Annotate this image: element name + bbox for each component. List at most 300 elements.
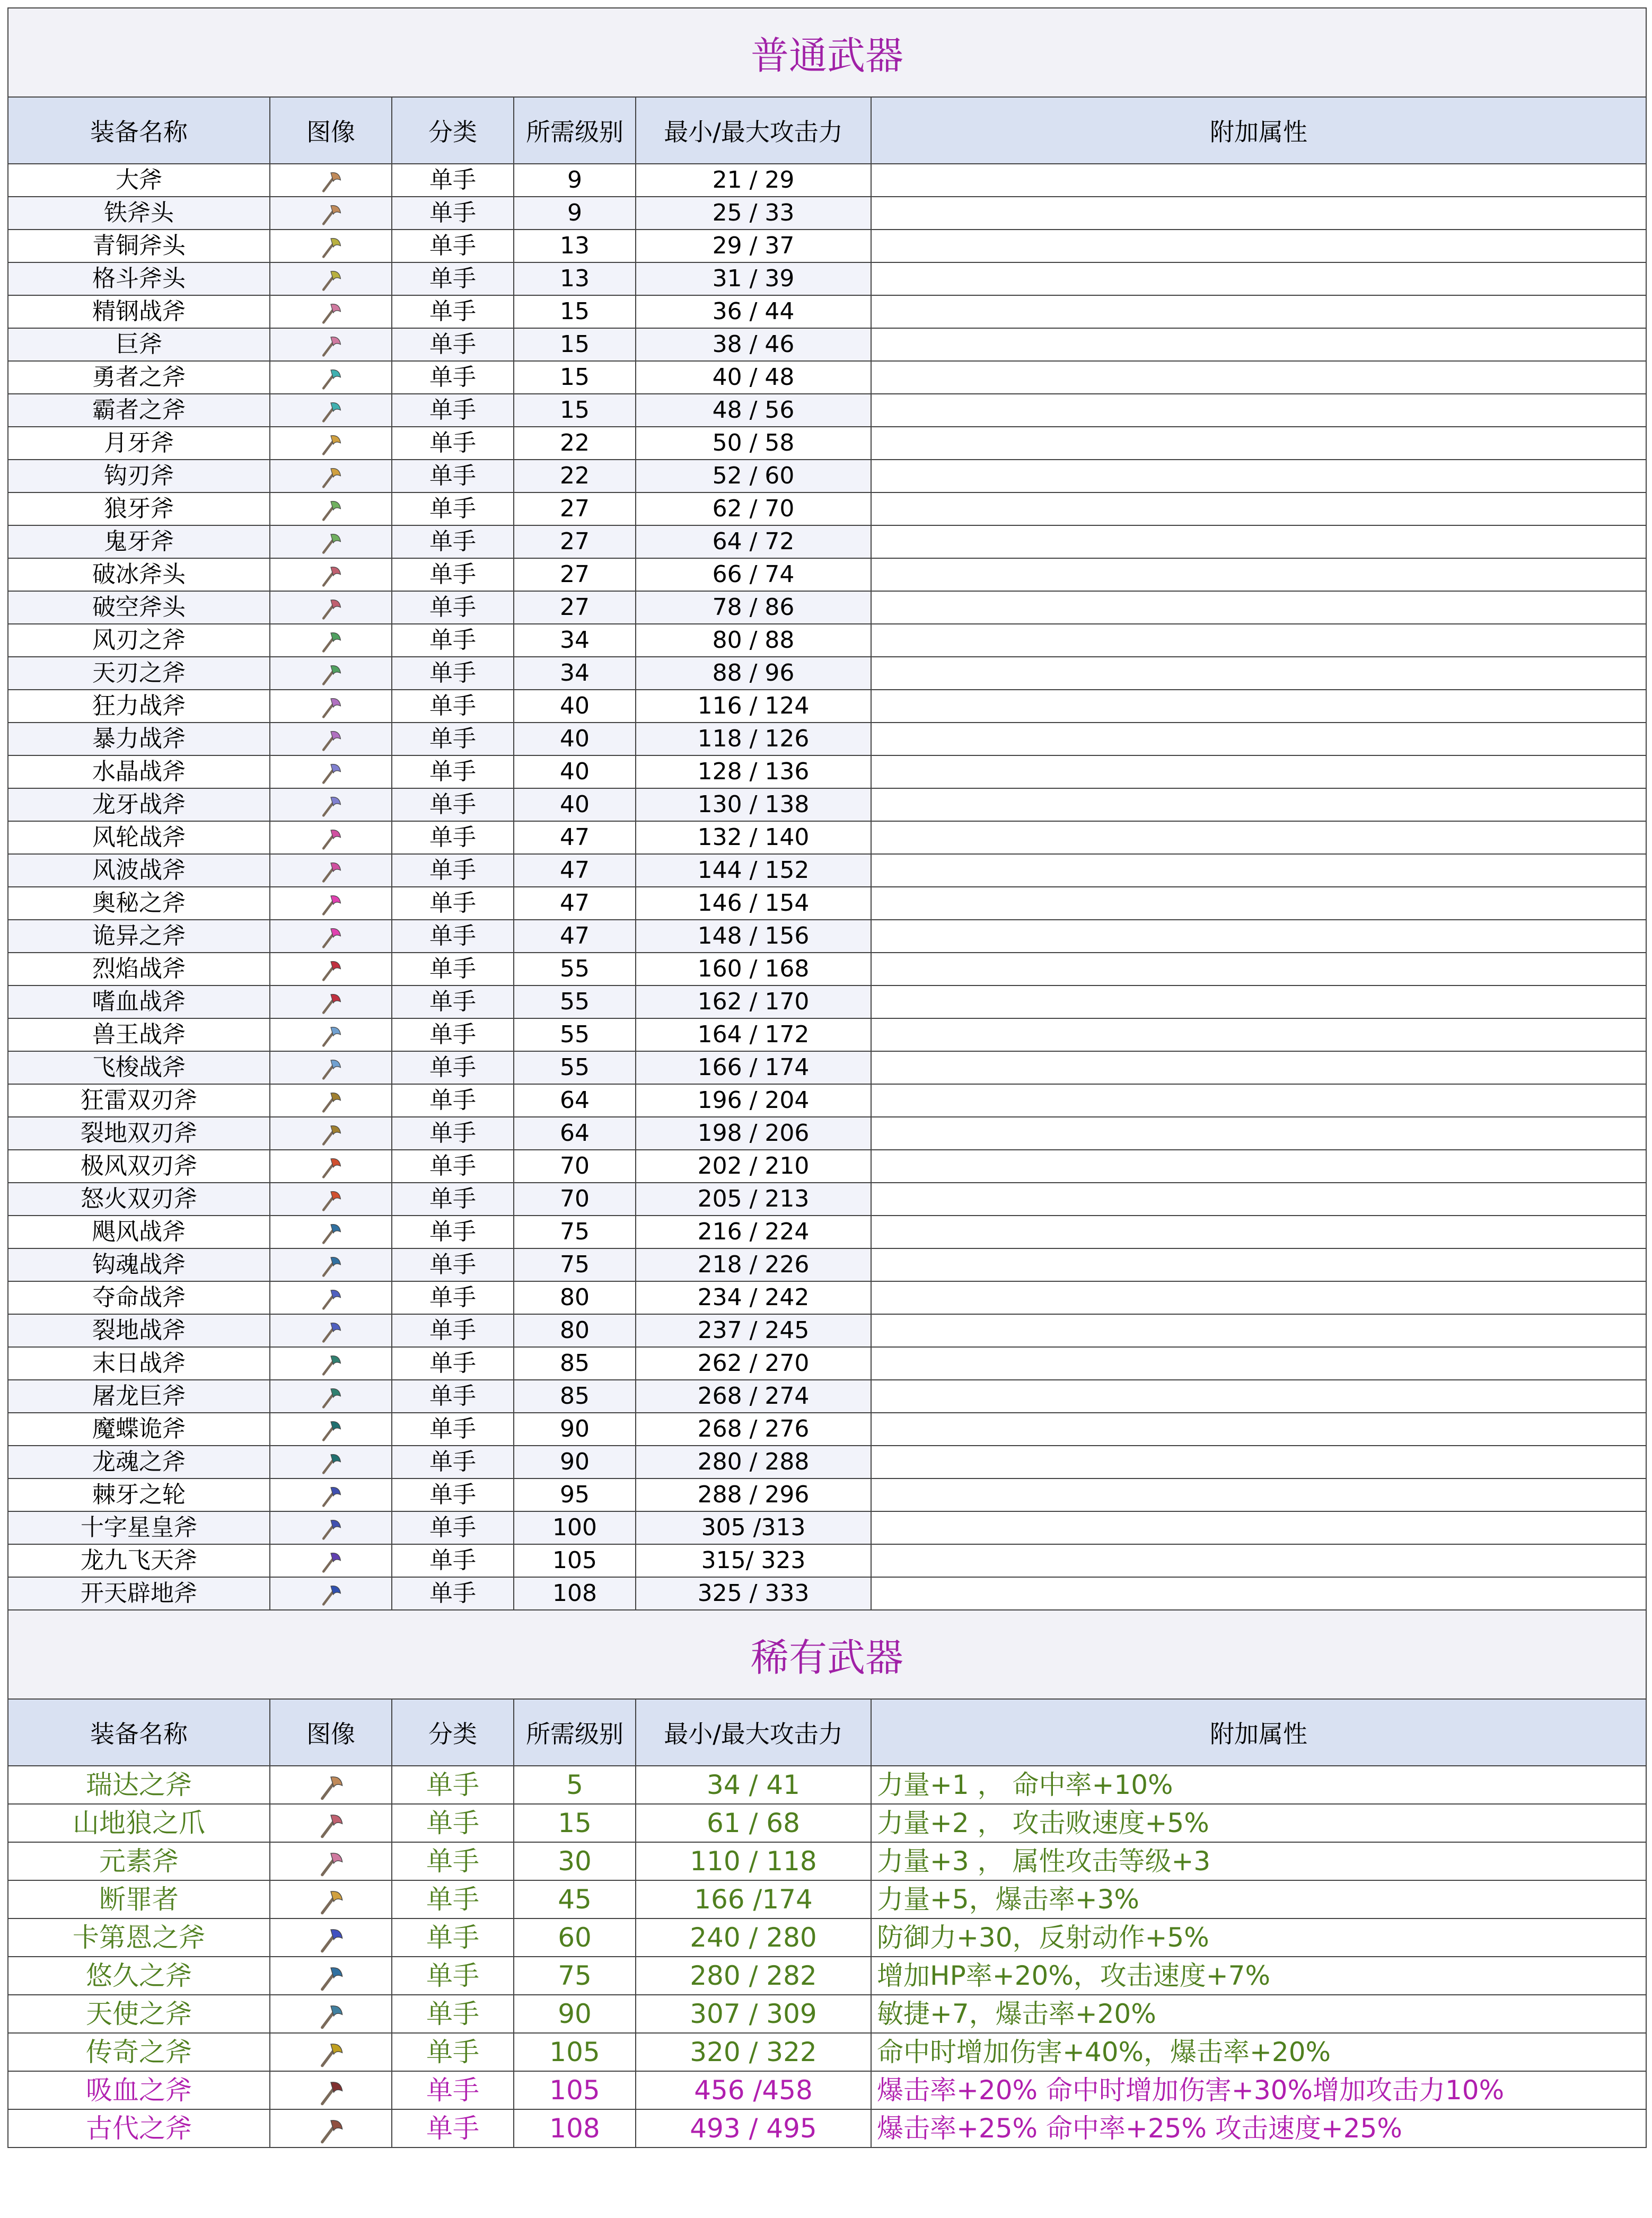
header-row-rare (8, 1699, 1646, 1766)
item-attack: 52 / 60 (636, 460, 871, 492)
item-image (270, 1957, 392, 1995)
header-name: 装备名称 (8, 97, 270, 164)
item-name: 大斧 (8, 164, 270, 197)
axe-icon (319, 564, 343, 588)
item-category: 单手 (392, 1117, 514, 1150)
item-level: 70 (514, 1183, 636, 1216)
axe-icon (319, 629, 343, 654)
item-attr: 命中时增加伤害+40%，爆击率+20% (871, 2033, 1646, 2071)
item-attack: 132 / 140 (636, 821, 871, 854)
item-attr (871, 1150, 1646, 1183)
table-row (8, 723, 1646, 755)
item-level: 30 (514, 1842, 636, 1880)
axe-icon (319, 366, 343, 391)
item-attack: 36 / 44 (636, 295, 871, 328)
item-attr: 爆击率+25% 命中率+25% 攻击速度+25% (871, 2109, 1646, 2147)
item-name: 鬼牙斧 (8, 525, 270, 558)
axe-icon (319, 1451, 343, 1475)
item-attr (871, 328, 1646, 361)
item-level: 80 (514, 1314, 636, 1347)
item-attr (871, 788, 1646, 821)
axe-icon (319, 794, 343, 818)
axe-icon (317, 1964, 345, 1992)
item-name: 风波战斧 (8, 854, 270, 887)
header-attr: 附加属性 (871, 1699, 1646, 1766)
item-level: 22 (514, 427, 636, 460)
table-row (8, 953, 1646, 985)
item-level: 9 (514, 197, 636, 230)
item-name: 暴力战斧 (8, 723, 270, 755)
item-image (270, 1842, 392, 1880)
item-image (270, 920, 392, 953)
item-category: 单手 (392, 985, 514, 1018)
item-level: 15 (514, 328, 636, 361)
item-image (270, 1918, 392, 1957)
table-row (8, 230, 1646, 262)
item-name: 狂雷双刃斧 (8, 1084, 270, 1117)
item-attr: 力量+2 ， 攻击败速度+5% (871, 1804, 1646, 1842)
item-attack: 48 / 56 (636, 394, 871, 427)
item-attr (871, 230, 1646, 262)
item-image (270, 1413, 392, 1446)
axe-icon (319, 531, 343, 555)
item-name: 精钢战斧 (8, 295, 270, 328)
table-row (8, 1995, 1646, 2033)
item-category: 单手 (392, 1766, 514, 1804)
item-attr (871, 1117, 1646, 1150)
item-name: 瑞达之斧 (8, 1766, 270, 1804)
item-attack: 240 / 280 (636, 1918, 871, 1957)
item-attr (871, 1314, 1646, 1347)
item-attr (871, 1544, 1646, 1577)
axe-icon (317, 2116, 345, 2145)
item-category: 单手 (392, 755, 514, 788)
table-row (8, 1018, 1646, 1051)
item-category: 单手 (392, 854, 514, 887)
table-row (8, 1511, 1646, 1544)
header-level: 所需级别 (514, 97, 636, 164)
axe-icon (319, 1024, 343, 1048)
item-level: 105 (514, 2033, 636, 2071)
table-row (8, 985, 1646, 1018)
table-row (8, 558, 1646, 591)
item-attack: 128 / 136 (636, 755, 871, 788)
axe-icon (319, 892, 343, 917)
item-category: 单手 (392, 262, 514, 295)
item-level: 55 (514, 1018, 636, 1051)
item-attack: 234 / 242 (636, 1281, 871, 1314)
item-name: 魔蝶诡斧 (8, 1413, 270, 1446)
item-category: 单手 (392, 492, 514, 525)
item-name: 霸者之斧 (8, 394, 270, 427)
item-category: 单手 (392, 690, 514, 723)
table-row (8, 1084, 1646, 1117)
item-attack: 164 / 172 (636, 1018, 871, 1051)
item-category: 单手 (392, 788, 514, 821)
item-attr (871, 164, 1646, 197)
axe-icon (319, 958, 343, 982)
item-image (270, 394, 392, 427)
axe-icon (319, 432, 343, 456)
axe-icon (319, 1582, 343, 1607)
item-level: 105 (514, 1544, 636, 1577)
item-image (270, 1084, 392, 1117)
item-level: 85 (514, 1347, 636, 1380)
item-attack: 66 / 74 (636, 558, 871, 591)
item-name: 飞梭战斧 (8, 1051, 270, 1084)
item-attr (871, 953, 1646, 985)
axe-icon (319, 1319, 343, 1344)
item-category: 单手 (392, 2071, 514, 2109)
axe-icon (319, 662, 343, 686)
table-row (8, 427, 1646, 460)
axe-icon (319, 498, 343, 522)
item-attack: 34 / 41 (636, 1766, 871, 1804)
item-attr (871, 1511, 1646, 1544)
item-image (270, 1380, 392, 1413)
item-image (270, 558, 392, 591)
item-image (270, 1995, 392, 2033)
table-row (8, 164, 1646, 197)
table-row (8, 854, 1646, 887)
item-level: 85 (514, 1380, 636, 1413)
item-attack: 29 / 37 (636, 230, 871, 262)
item-attr (871, 1413, 1646, 1446)
item-category: 单手 (392, 394, 514, 427)
table-row (8, 525, 1646, 558)
item-image (270, 295, 392, 328)
item-category: 单手 (392, 1511, 514, 1544)
table-row (8, 624, 1646, 657)
item-attack: 237 / 245 (636, 1314, 871, 1347)
item-attr (871, 1248, 1646, 1281)
item-attack: 40 / 48 (636, 361, 871, 394)
header-image: 图像 (270, 1699, 392, 1766)
item-level: 80 (514, 1281, 636, 1314)
item-attr: 防御力+30，反射动作+5% (871, 1918, 1646, 1957)
item-attack: 50 / 58 (636, 427, 871, 460)
axe-icon (317, 1811, 345, 1839)
table-row (8, 1051, 1646, 1084)
table-row (8, 394, 1646, 427)
axe-icon (319, 991, 343, 1015)
item-category: 单手 (392, 591, 514, 624)
item-name: 风刃之斧 (8, 624, 270, 657)
item-image (270, 1248, 392, 1281)
item-name: 末日战斧 (8, 1347, 270, 1380)
item-level: 40 (514, 690, 636, 723)
axe-icon (319, 1122, 343, 1147)
item-category: 单手 (392, 1577, 514, 1610)
item-level: 13 (514, 230, 636, 262)
item-level: 108 (514, 1577, 636, 1610)
item-level: 34 (514, 657, 636, 690)
item-attack: 146 / 154 (636, 887, 871, 920)
item-level: 45 (514, 1880, 636, 1918)
item-image (270, 591, 392, 624)
item-level: 15 (514, 295, 636, 328)
table-row (8, 262, 1646, 295)
item-image (270, 1880, 392, 1918)
item-name: 开天辟地斧 (8, 1577, 270, 1610)
item-category: 单手 (392, 295, 514, 328)
item-attr (871, 492, 1646, 525)
item-attack: 280 / 288 (636, 1446, 871, 1478)
header-image: 图像 (270, 97, 392, 164)
axe-icon (319, 826, 343, 851)
axe-icon (319, 1089, 343, 1114)
table-row (8, 1347, 1646, 1380)
item-attack: 320 / 322 (636, 2033, 871, 2071)
item-attack: 166 / 174 (636, 1051, 871, 1084)
item-attack: 268 / 276 (636, 1413, 871, 1446)
item-attack: 315/ 323 (636, 1544, 871, 1577)
item-attr (871, 1577, 1646, 1610)
table-row (8, 690, 1646, 723)
item-image (270, 690, 392, 723)
item-category: 单手 (392, 887, 514, 920)
item-image (270, 1117, 392, 1150)
item-level: 27 (514, 492, 636, 525)
item-attr (871, 525, 1646, 558)
item-image (270, 1281, 392, 1314)
item-image (270, 427, 392, 460)
axe-icon (319, 1352, 343, 1377)
item-attack: 61 / 68 (636, 1804, 871, 1842)
header-name: 装备名称 (8, 1699, 270, 1766)
item-category: 单手 (392, 1018, 514, 1051)
item-name: 飓风战斧 (8, 1216, 270, 1248)
item-level: 34 (514, 624, 636, 657)
table-row (8, 1117, 1646, 1150)
table-row (8, 887, 1646, 920)
axe-icon (317, 2002, 345, 2030)
item-name: 龙牙战斧 (8, 788, 270, 821)
item-category: 单手 (392, 1957, 514, 1995)
item-image (270, 657, 392, 690)
item-name: 铁斧头 (8, 197, 270, 230)
item-name: 怒火双刃斧 (8, 1183, 270, 1216)
item-image (270, 2109, 392, 2147)
axe-icon (317, 1887, 345, 1916)
item-attr (871, 887, 1646, 920)
item-image (270, 723, 392, 755)
axe-icon (317, 1925, 345, 1954)
item-level: 75 (514, 1957, 636, 1995)
item-attr (871, 1051, 1646, 1084)
item-category: 单手 (392, 657, 514, 690)
item-name: 棘牙之轮 (8, 1478, 270, 1511)
item-category: 单手 (392, 427, 514, 460)
item-category: 单手 (392, 1995, 514, 2033)
axe-icon (319, 596, 343, 621)
axe-icon (319, 333, 343, 358)
item-attack: 288 / 296 (636, 1478, 871, 1511)
item-attr (871, 1216, 1646, 1248)
item-image (270, 2071, 392, 2109)
item-attr (871, 690, 1646, 723)
axe-icon (319, 1517, 343, 1541)
item-image (270, 821, 392, 854)
item-level: 47 (514, 854, 636, 887)
axe-icon (319, 169, 343, 193)
item-attack: 216 / 224 (636, 1216, 871, 1248)
section-title-rare: 稀有武器 (8, 1610, 1646, 1699)
item-attack: 280 / 282 (636, 1957, 871, 1995)
item-image (270, 1577, 392, 1610)
table-row (8, 1804, 1646, 1842)
item-name: 山地狼之爪 (8, 1804, 270, 1842)
item-name: 龙九飞天斧 (8, 1544, 270, 1577)
item-name: 裂地战斧 (8, 1314, 270, 1347)
item-attr (871, 854, 1646, 887)
item-category: 单手 (392, 1216, 514, 1248)
item-category: 单手 (392, 197, 514, 230)
table-row (8, 657, 1646, 690)
item-name: 十字星皇斧 (8, 1511, 270, 1544)
item-image (270, 460, 392, 492)
item-image (270, 525, 392, 558)
header-attack: 最小/最大攻击力 (636, 1699, 871, 1766)
item-category: 单手 (392, 1084, 514, 1117)
item-attack: 78 / 86 (636, 591, 871, 624)
item-image (270, 1314, 392, 1347)
item-level: 9 (514, 164, 636, 197)
table-row (8, 460, 1646, 492)
item-category: 单手 (392, 1347, 514, 1380)
table-row (8, 295, 1646, 328)
item-attr (871, 1018, 1646, 1051)
item-image (270, 755, 392, 788)
item-level: 95 (514, 1478, 636, 1511)
item-attack: 25 / 33 (636, 197, 871, 230)
item-image (270, 1766, 392, 1804)
item-image (270, 1051, 392, 1084)
item-level: 90 (514, 1446, 636, 1478)
item-attr (871, 1084, 1646, 1117)
item-level: 27 (514, 525, 636, 558)
item-attr (871, 755, 1646, 788)
item-image (270, 887, 392, 920)
item-attack: 38 / 46 (636, 328, 871, 361)
item-name: 天刃之斧 (8, 657, 270, 690)
item-category: 单手 (392, 1804, 514, 1842)
axe-icon (319, 761, 343, 785)
item-attr (871, 624, 1646, 657)
table-row (8, 197, 1646, 230)
item-level: 47 (514, 821, 636, 854)
table-row (8, 920, 1646, 953)
item-name: 古代之斧 (8, 2109, 270, 2147)
item-level: 64 (514, 1084, 636, 1117)
item-level: 55 (514, 985, 636, 1018)
axe-icon (317, 1773, 345, 1801)
axe-icon (319, 399, 343, 424)
header-level: 所需级别 (514, 1699, 636, 1766)
item-level: 13 (514, 262, 636, 295)
item-attack: 456 /458 (636, 2071, 871, 2109)
table-row (8, 1577, 1646, 1610)
item-attack: 325 / 333 (636, 1577, 871, 1610)
item-attack: 218 / 226 (636, 1248, 871, 1281)
table-row (8, 1281, 1646, 1314)
table-row (8, 1918, 1646, 1957)
item-category: 单手 (392, 1314, 514, 1347)
item-level: 27 (514, 591, 636, 624)
item-category: 单手 (392, 1248, 514, 1281)
item-name: 烈焰战斧 (8, 953, 270, 985)
header-attr: 附加属性 (871, 97, 1646, 164)
item-image (270, 230, 392, 262)
item-attack: 130 / 138 (636, 788, 871, 821)
item-image (270, 492, 392, 525)
item-attack: 166 /174 (636, 1880, 871, 1918)
item-category: 单手 (392, 1051, 514, 1084)
item-level: 64 (514, 1117, 636, 1150)
item-attack: 118 / 126 (636, 723, 871, 755)
axe-icon (319, 1287, 343, 1311)
item-level: 47 (514, 920, 636, 953)
item-name: 屠龙巨斧 (8, 1380, 270, 1413)
table-row (8, 821, 1646, 854)
item-image (270, 328, 392, 361)
item-level: 5 (514, 1766, 636, 1804)
item-level: 40 (514, 723, 636, 755)
axe-icon (319, 1254, 343, 1278)
item-attack: 64 / 72 (636, 525, 871, 558)
item-image (270, 1478, 392, 1511)
item-image (270, 985, 392, 1018)
axe-icon (319, 1188, 343, 1212)
item-attr (871, 1478, 1646, 1511)
item-category: 单手 (392, 1446, 514, 1478)
axe-icon (317, 2078, 345, 2107)
item-attack: 162 / 170 (636, 985, 871, 1018)
item-level: 90 (514, 1995, 636, 2033)
item-attr (871, 1183, 1646, 1216)
table-row (8, 1842, 1646, 1880)
item-level: 108 (514, 2109, 636, 2147)
axe-icon (319, 925, 343, 949)
item-attack: 148 / 156 (636, 920, 871, 953)
item-category: 单手 (392, 624, 514, 657)
item-level: 40 (514, 755, 636, 788)
item-name: 悠久之斧 (8, 1957, 270, 1995)
header-attack: 最小/最大攻击力 (636, 97, 871, 164)
item-category: 单手 (392, 821, 514, 854)
item-attr: 力量+5，爆击率+3% (871, 1880, 1646, 1918)
item-image (270, 164, 392, 197)
item-attack: 116 / 124 (636, 690, 871, 723)
axe-icon (319, 695, 343, 719)
item-level: 90 (514, 1413, 636, 1446)
item-name: 月牙斧 (8, 427, 270, 460)
item-image (270, 624, 392, 657)
item-image (270, 361, 392, 394)
item-attr (871, 361, 1646, 394)
item-level: 55 (514, 953, 636, 985)
table-row (8, 361, 1646, 394)
item-level: 105 (514, 2071, 636, 2109)
item-category: 单手 (392, 1281, 514, 1314)
table-row (8, 591, 1646, 624)
item-name: 勇者之斧 (8, 361, 270, 394)
table-row (8, 1880, 1646, 1918)
item-image (270, 1183, 392, 1216)
header-category: 分类 (392, 97, 514, 164)
item-image (270, 1150, 392, 1183)
item-attr (871, 1446, 1646, 1478)
